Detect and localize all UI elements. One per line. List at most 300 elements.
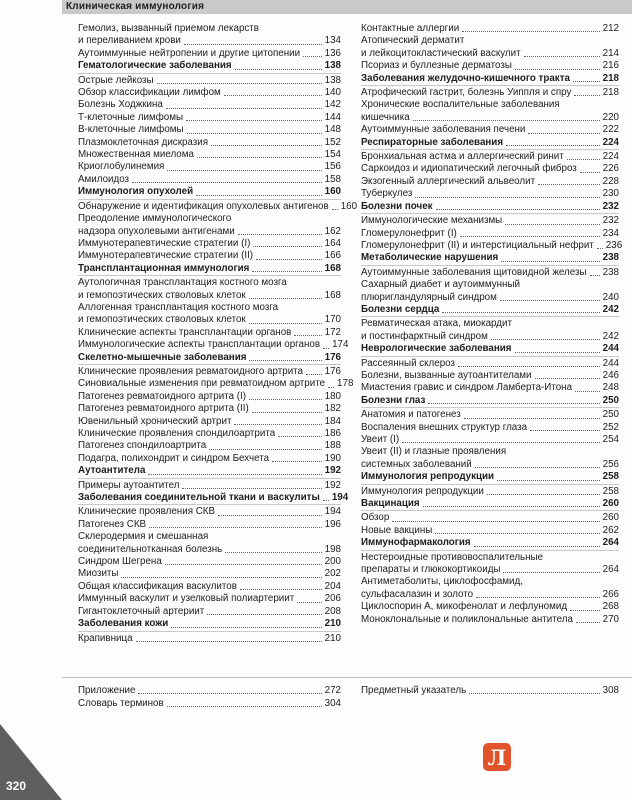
dot-leader [469, 693, 599, 694]
toc-section-heading [78, 186, 341, 199]
dot-leader [294, 335, 321, 336]
toc-entry-page: 194 [331, 492, 349, 504]
toc-entry-page: 232 [602, 215, 619, 227]
dot-leader [580, 172, 600, 173]
toc-entry-page: 262 [602, 524, 619, 536]
toc-entry [361, 525, 619, 537]
toc-entry: Хронические воспалительные заболевания [361, 99, 560, 111]
dot-leader [506, 145, 600, 146]
dot-leader [234, 424, 321, 425]
toc-entry [78, 568, 341, 580]
dot-leader [458, 366, 600, 367]
toc-entry-title: Вакцинация [361, 498, 420, 510]
dot-leader [157, 83, 322, 84]
toc-entry [78, 137, 341, 149]
toc-entry-page: 270 [602, 613, 619, 625]
dot-leader [515, 352, 600, 353]
toc-column-left [78, 23, 358, 645]
toc-entry-page: 144 [324, 111, 341, 123]
toc-entry-title: и переливанием крови [78, 35, 181, 47]
toc-entry-title: Клинические проявления СКВ [78, 506, 216, 518]
dot-leader [240, 589, 322, 590]
toc-entry [361, 614, 619, 626]
toc-entry-title: Метаболические нарушения [361, 252, 499, 264]
toc-section-heading [361, 73, 619, 86]
toc-entry-title: Аутоиммунные заболевания щитовидной железы [361, 266, 587, 278]
dot-leader [487, 494, 600, 495]
toc-entry-title: Криоглобулинемия [78, 161, 165, 173]
toc-entry-page: 190 [324, 452, 341, 464]
toc-entry-title: Приложение [78, 685, 136, 696]
dot-leader [323, 500, 329, 501]
dot-leader [224, 95, 322, 96]
toc-entry-title: Туберкулез [361, 188, 413, 200]
dot-leader [136, 641, 322, 642]
toc-entry [78, 440, 341, 452]
toc-entry-title: Обзор классификации лимфом [78, 87, 221, 99]
toc-entry-title: Иммунологические механизмы [361, 215, 503, 227]
toc-entry-title: Патогенез ревматоидного артрита (I) [78, 390, 247, 402]
toc-entry: Увеит (II) и глазные проявления [361, 446, 507, 458]
toc-entry-title: Заболевания соединительной ткани и васкулиты [78, 492, 320, 504]
toc-entry-page: 212 [602, 23, 619, 34]
toc-entry-page: 136 [324, 47, 341, 59]
toc-entry: Гемолиз, вызванный приемом лекарств [78, 23, 259, 34]
toc-entry-page: 182 [324, 403, 341, 415]
dot-leader [415, 197, 599, 198]
dot-leader [500, 300, 600, 301]
toc-entry [361, 112, 619, 124]
toc-entry-title: Патогенез спондилоартрита [78, 440, 207, 452]
toc-entry [361, 60, 619, 72]
toc-entry-title: Аутоиммунные нейтропении и другие цитопении [78, 47, 301, 59]
toc-entry-title: Миозиты [78, 568, 119, 580]
dot-leader [505, 224, 599, 225]
toc-entry-page: 260 [602, 512, 619, 524]
toc-entry [78, 238, 341, 250]
toc-section-heading [361, 252, 619, 265]
toc-entry-page: 184 [324, 415, 341, 427]
toc-entry-title: Подагра, полихондрит и синдром Бехчета [78, 452, 270, 464]
toc-entry-title: и гемопоэтических стволовых клеток [78, 314, 246, 326]
dot-leader [184, 44, 322, 45]
toc-entry-title: Гематологические заболевания [78, 60, 232, 72]
toc-entry [78, 391, 341, 403]
toc-entry [78, 684, 341, 697]
toc-entry-title: Ювенильный хронический артрит [78, 415, 232, 427]
toc-entry-title: Клинические проявления спондилоартрита [78, 428, 276, 439]
dot-leader [574, 95, 599, 96]
toc-entry [361, 684, 619, 697]
toc-entry [78, 124, 341, 136]
toc-entry-page: 170 [324, 314, 341, 326]
toc-entry-title: Аутоиммунные заболевания печени [361, 124, 526, 136]
dot-leader [576, 622, 600, 623]
toc-entry [78, 506, 341, 518]
toc-section-heading [78, 618, 341, 631]
toc-entry-page: 258 [602, 485, 619, 497]
toc-entry [361, 370, 619, 382]
toc-entry-page: 264 [602, 564, 619, 576]
dot-leader [464, 418, 600, 419]
dot-leader [573, 81, 600, 82]
toc-entry-title: Иммунный васкулит и узелковый полиартериит [78, 593, 295, 605]
toc-entry-title: Иммунология опухолей [78, 186, 194, 198]
dot-leader [138, 693, 321, 694]
toc-entry [78, 556, 341, 568]
toc-entry-title: Болезни почек [361, 200, 433, 212]
running-header [62, 0, 632, 14]
toc-entry [361, 87, 619, 99]
dot-leader [413, 120, 600, 121]
toc-entry-title: Увеит (I) [361, 434, 400, 445]
toc-entry-page: 168 [324, 289, 341, 301]
toc-entry-page: 152 [324, 136, 341, 148]
toc-entry-title: Множественная миелома [78, 149, 194, 161]
dot-leader [278, 436, 321, 437]
dot-leader [524, 56, 600, 57]
dot-leader [197, 157, 322, 158]
toc-entry: Аутологичная трансплантация костного мозга [78, 277, 287, 289]
dot-leader [590, 275, 600, 276]
toc-entry [78, 174, 341, 186]
toc-entry [78, 697, 341, 710]
toc-entry [361, 512, 619, 524]
toc-entry-page: 210 [324, 632, 341, 644]
toc-entry-title: Иммунофармакология [361, 537, 471, 549]
toc-entry [78, 149, 341, 161]
toc-entry-title: Острые лейкозы [78, 74, 154, 86]
toc-entry-page: 138 [324, 60, 341, 72]
toc-entry-page: 236 [605, 239, 623, 251]
toc-entry-title: кишечника [361, 111, 410, 123]
toc-entry-title: Гломерулонефрит (I) [361, 227, 457, 239]
dot-leader [402, 442, 599, 443]
dot-leader [442, 312, 599, 313]
appendix-list-right [361, 684, 619, 697]
toc-entry-page: 158 [324, 173, 341, 185]
page-number: 320 [6, 779, 27, 793]
dot-leader [209, 449, 321, 450]
toc-entry [78, 519, 341, 531]
toc-entry [78, 48, 341, 60]
toc-entry-page: 244 [602, 357, 619, 369]
toc-entry-page: 258 [602, 471, 619, 483]
toc-entry-page: 256 [602, 458, 619, 470]
toc-entry-page: 178 [337, 378, 354, 390]
toc-entry: Аллогенная трансплантация костного мозга [78, 301, 279, 313]
toc-entry [78, 339, 349, 351]
toc-entry-title: Саркоидоз и идиопатический легочный фиброз [361, 163, 577, 175]
toc-entry-title: Атрофический гастрит, болезнь Уиппля и спру [361, 87, 572, 99]
dot-leader [303, 56, 322, 57]
toc-entry-title: Патогенез СКВ [78, 518, 147, 530]
toc-entry-title: Болезни глаз [361, 394, 426, 406]
toc-entry-title: Неврологические заболевания [361, 343, 512, 355]
dot-leader [423, 506, 600, 507]
dot-leader [256, 259, 322, 260]
toc-entry-page: 204 [324, 580, 341, 592]
toc-entry-title: Воспаления внешних структур глаза [361, 421, 528, 433]
toc-entry-page: 250 [602, 394, 619, 406]
dot-leader [211, 145, 322, 146]
toc-entry [78, 403, 341, 415]
toc-entry-page: 186 [324, 428, 341, 439]
toc-entry-title: и постинфарктный синдром [361, 330, 488, 342]
dot-leader [436, 209, 600, 210]
toc-entry: Атопический дерматит [361, 35, 465, 47]
toc-entry [78, 87, 341, 99]
toc-entry-page: 168 [324, 262, 341, 274]
toc-entry [361, 23, 619, 35]
toc-section-heading [78, 465, 341, 478]
publisher-logo-letter: Л [487, 745, 507, 770]
toc-entry: Сахарный диабет и аутоиммунный [361, 279, 520, 291]
toc-entry-page: 234 [602, 227, 619, 239]
toc-entry-title: соединительнотканная болезнь [78, 543, 223, 555]
toc-entry [78, 378, 354, 390]
dot-leader [538, 184, 600, 185]
toc-entry [361, 228, 619, 240]
toc-entry-title: Рассеянный склероз [361, 357, 456, 369]
dot-leader [149, 527, 322, 528]
toc-entry-title: Иммунотерапевтические стратегии (II) [78, 250, 254, 262]
toc-entry-page: 252 [602, 421, 619, 433]
toc-entry-title: Заболевания желудочно-кишечного тракта [361, 72, 570, 84]
toc-entry-page: 160 [340, 200, 358, 212]
toc-entry [78, 581, 341, 593]
toc-entry [78, 226, 341, 238]
toc-section-heading [78, 352, 341, 365]
toc-entry-title: Миастения гравис и синдром Ламберта-Итона [361, 382, 573, 394]
toc-entry-title: Обзор [361, 512, 390, 524]
toc-entry-page: 242 [602, 330, 619, 342]
toc-entry-page: 238 [602, 266, 619, 278]
toc-entry-page: 202 [324, 568, 341, 580]
toc-entry-page: 208 [324, 605, 341, 617]
toc-entry-title: Амилоидоз [78, 173, 130, 185]
dot-leader [597, 248, 603, 249]
toc-entry-page: 226 [602, 163, 619, 175]
dot-leader [497, 480, 600, 481]
toc-entry-page: 260 [602, 498, 619, 510]
toc-entry-page: 230 [602, 188, 619, 200]
running-header-title: Клиническая иммунология [66, 1, 205, 12]
toc-entry [78, 290, 341, 302]
toc-section-heading [361, 471, 619, 484]
toc-entry-page: 228 [602, 175, 619, 187]
toc-entry [361, 331, 619, 343]
toc-entry-title: В-клеточные лимфомы [78, 124, 184, 136]
toc-section-heading [361, 343, 619, 356]
toc-entry [361, 589, 619, 601]
toc-entry-page: 176 [324, 365, 341, 377]
dot-leader [165, 564, 322, 565]
toc-section-heading [361, 137, 619, 150]
dot-leader [332, 209, 338, 210]
dot-leader [530, 430, 600, 431]
toc-entry-page: 180 [324, 390, 341, 402]
toc-entry [361, 601, 619, 613]
toc-entry [78, 314, 341, 326]
toc-entry [78, 416, 341, 428]
dot-leader [249, 399, 322, 400]
dot-leader [528, 133, 599, 134]
toc-entry-title: Иммунология репродукции [361, 471, 495, 483]
toc-entry [361, 163, 619, 175]
toc-entry-page: 224 [602, 151, 619, 163]
dot-leader [252, 412, 322, 413]
dot-leader [166, 108, 322, 109]
toc-entry-title: и лейкоцитокластический васкулит [361, 47, 521, 59]
toc-entry [361, 151, 619, 163]
toc-section-heading [78, 60, 341, 73]
toc-entry-page: 156 [324, 161, 341, 173]
toc-entry-page: 148 [324, 124, 341, 136]
dot-leader [306, 374, 322, 375]
toc-entry-page: 248 [602, 382, 619, 394]
toc-entry: Склеродермия и смешанная [78, 531, 209, 543]
toc-entry [78, 75, 341, 87]
toc-entry-title: системных заболеваний [361, 458, 472, 470]
toc-entry-title: Общая классификация васкулитов [78, 580, 237, 592]
toc-entry-page: 194 [324, 506, 341, 518]
dot-leader [535, 378, 600, 379]
toc-entry-title: надзора опухолевыми антигенами [78, 225, 235, 237]
toc-entry-title: Крапивница [78, 632, 133, 644]
dot-leader [167, 706, 322, 707]
toc-entry-page: 238 [602, 252, 619, 264]
toc-entry-page: 154 [324, 149, 341, 161]
dot-leader [235, 69, 322, 70]
toc-entry-title: Болезни сердца [361, 303, 440, 315]
toc-entry-title: Скелетно-мышечные заболевания [78, 351, 247, 363]
dot-leader [297, 602, 321, 603]
toc-entry [361, 486, 619, 498]
toc-entry-title: плюригландулярный синдром [361, 291, 497, 303]
toc-entry [78, 161, 341, 173]
dot-leader [515, 69, 600, 70]
dot-leader [171, 627, 321, 628]
toc-section-heading [361, 537, 619, 550]
dot-leader [148, 474, 321, 475]
toc-entry-title: Анатомия и патогенез [361, 409, 461, 421]
toc-entry-page: 266 [602, 588, 619, 600]
toc-entry-page: 174 [332, 339, 349, 351]
toc-entry-page: 188 [324, 440, 341, 452]
dot-leader [249, 360, 321, 361]
toc-entry-title: Синдром Шегрена [78, 556, 162, 568]
dot-leader [253, 246, 321, 247]
toc-entry [78, 593, 341, 605]
toc-entry-page: 222 [602, 124, 619, 136]
toc-entry [78, 99, 341, 111]
toc-entry [361, 434, 619, 446]
toc-entry: Антиметаболиты, циклофосфамид, [361, 576, 523, 588]
dot-leader [186, 120, 322, 121]
dot-leader [328, 387, 334, 388]
toc-entry [78, 606, 341, 618]
toc-entry-title: Моноклональные и поликлональные антитела [361, 613, 573, 625]
toc-entry [361, 382, 619, 394]
toc-entry-title: Клинические аспекты трансплантации органов [78, 326, 292, 338]
toc-entry [361, 124, 619, 136]
toc-entry-page: 264 [602, 537, 619, 549]
dot-leader [392, 521, 599, 522]
section-divider [62, 677, 632, 678]
toc-entry-page: 218 [602, 87, 619, 99]
dot-leader [207, 614, 321, 615]
toc-entry [78, 428, 341, 440]
toc-entry-title: Новые вакцины [361, 524, 433, 536]
dot-leader [476, 597, 600, 598]
toc-entry-title: Иммунотерапевтические стратегии (I) [78, 237, 251, 249]
toc-entry [78, 453, 341, 465]
toc-entry-page: 268 [602, 601, 619, 613]
dot-leader [570, 610, 600, 611]
toc-entry-title: и гемопоэтических стволовых клеток [78, 289, 246, 301]
dot-leader [225, 552, 321, 553]
toc-entry-page: 218 [602, 72, 619, 84]
toc-entry-title: Контактные аллергии [361, 23, 460, 34]
toc-entry-title: Заболевания кожи [78, 618, 169, 630]
toc-entry-page: 242 [602, 303, 619, 315]
toc-section-heading [361, 201, 619, 214]
toc-entry-title: Обнаружение и идентификация опухолевых антигенов [78, 200, 329, 212]
toc-entry [361, 239, 623, 252]
toc-entry-title: Трансплантационная иммунология [78, 262, 250, 274]
dot-leader [238, 234, 322, 235]
toc-entry-title: Иммунология репродукции [361, 485, 484, 497]
toc-entry-title: Бронхиальная астма и аллергический ринит [361, 151, 564, 163]
toc-entry [361, 188, 619, 200]
dot-leader [132, 182, 322, 183]
toc-entry-title: Патогенез ревматоидного артрита (II) [78, 403, 249, 415]
toc-entry-page: 134 [324, 35, 341, 47]
toc-entry-page: 232 [602, 200, 619, 212]
toc-entry [361, 564, 619, 576]
toc-entry-title: Словарь терминов [78, 698, 164, 709]
toc-entry [78, 366, 341, 378]
toc-entry-page: 196 [324, 518, 341, 530]
toc-entry [78, 633, 341, 645]
toc-entry-title: сульфасалазин и золото [361, 588, 474, 600]
dot-leader [428, 403, 599, 404]
dot-leader [503, 572, 599, 573]
dot-leader [121, 577, 321, 578]
dot-leader [460, 236, 600, 237]
toc-column-right [361, 23, 623, 626]
toc-entry [78, 327, 341, 339]
dot-leader [567, 159, 600, 160]
toc-entry-title: Иммунологические аспекты трансплантации органов [78, 339, 321, 351]
dot-leader [182, 488, 321, 489]
toc-section-heading [361, 395, 619, 408]
dot-leader [475, 467, 600, 468]
toc-entry-title: Гломерулонефрит (II) и интерстициальный нефрит [361, 239, 594, 251]
dot-leader [187, 133, 322, 134]
toc-entry [361, 292, 619, 304]
dot-leader [435, 533, 599, 534]
dot-leader [272, 461, 322, 462]
appendix-list-left [78, 684, 341, 710]
toc-entry-title: Т-клеточные лимфомы [78, 111, 184, 123]
toc-section-heading [78, 263, 341, 276]
toc-entry: Ревматическая атака, миокардит [361, 318, 512, 330]
dot-leader [167, 170, 321, 171]
toc-entry-page: 200 [324, 556, 341, 568]
toc-entry [361, 48, 619, 60]
